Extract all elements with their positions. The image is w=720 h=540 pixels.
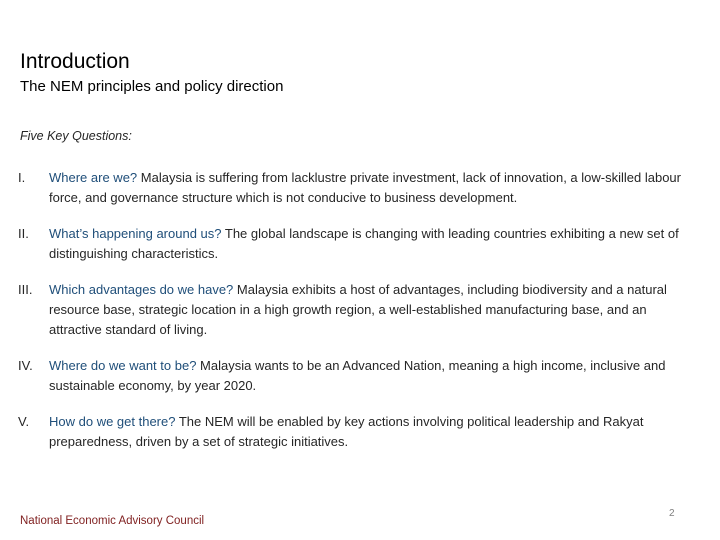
questions-intro: Five Key Questions: xyxy=(20,129,132,143)
question-number: IV. xyxy=(18,358,33,373)
question-heading: Where do we want to be? xyxy=(49,358,197,373)
question-number: II. xyxy=(18,226,29,241)
question-heading: Where are we? xyxy=(49,170,138,185)
slide-subtitle: The NEM principles and policy direction xyxy=(20,78,284,95)
question-text: The NEM will be enabled by key actions involving political leadership and Rakyat preparedness, driven by a set of strategic initiatives. xyxy=(49,414,644,449)
slide-title: Introduction xyxy=(20,50,130,73)
question-text: Malaysia exhibits a host of advantages, including biodiversity and a natural resource base, strategic location in a high growth region, a well-established manufacturing base, and an attractive standard of living. xyxy=(49,282,667,337)
page-number: 2 xyxy=(669,508,675,519)
question-item xyxy=(18,224,698,264)
question-item xyxy=(18,412,698,452)
questions-list xyxy=(18,168,698,468)
question-item xyxy=(18,280,698,340)
question-heading: What’s happening around us? xyxy=(49,226,222,241)
question-text: Malaysia is suffering from lacklustre private investment, lack of innovation, a low-skilled labour force, and governance structure which is not conducive to business development. xyxy=(49,170,681,205)
question-number: III. xyxy=(18,282,33,297)
question-number: V. xyxy=(18,414,30,429)
question-item xyxy=(18,168,698,208)
question-text: Malaysia wants to be an Advanced Nation, meaning a high income, inclusive and sustainable economy, by year 2020. xyxy=(49,358,666,393)
question-text: The global landscape is changing with leading countries exhibiting a new set of distinguishing characteristics. xyxy=(49,226,679,261)
question-number: I. xyxy=(18,170,26,185)
question-heading: Which advantages do we have? xyxy=(49,282,234,297)
question-heading: How do we get there? xyxy=(49,414,176,429)
question-item xyxy=(18,356,698,396)
footer-organization: National Economic Advisory Council xyxy=(20,515,205,527)
